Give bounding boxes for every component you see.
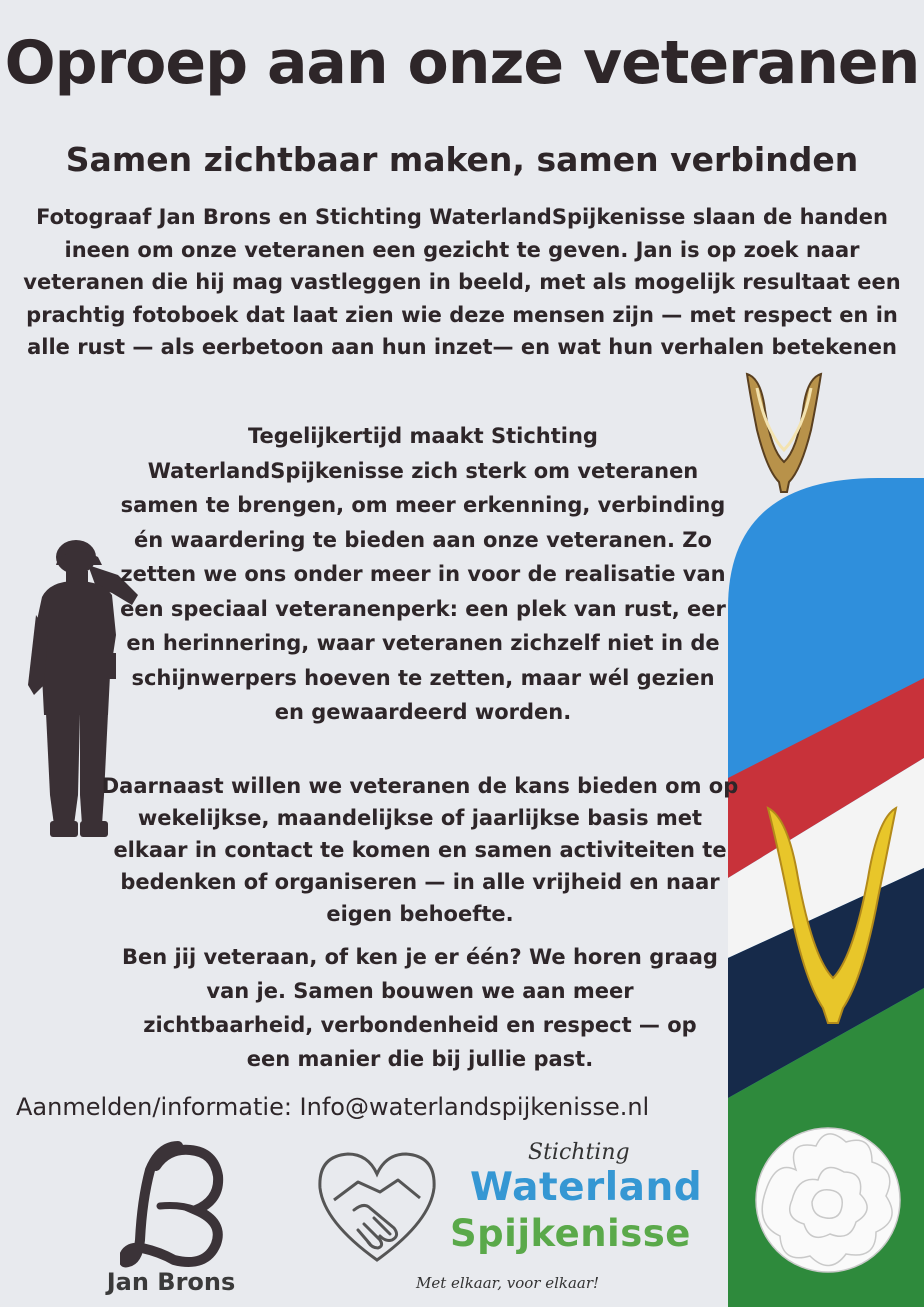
page-title: Oproep aan onze veteranen — [4, 28, 920, 98]
jan-brons-b-logo — [120, 1140, 230, 1270]
photographer-name: Jan Brons — [106, 1268, 236, 1296]
mission-paragraph: Tegelijkertijd maakt Stichting WaterlandSpijkenisse zich sterk om veteranen samen te brengen, om meer erkenning, verbinding én waardering te bieden aan onze veteranen. Zo zetten we ons onder meer in voor de realisatie van een speciaal veteranenperk: een plek van rust, eer en herinnering, waar veteranen zichzelf niet in de schijnwerpers hoeven te zetten, maar wél gezien en gewaardeerd worden. — [120, 424, 726, 724]
contact-line: Aanmelden/informatie: Info@waterlandspijkenisse.nl — [16, 1093, 650, 1121]
intro-paragraph: Fotograaf Jan Brons en Stichting WaterlandSpijkenisse slaan de handen ineen om onze veteranen een gezicht te geven. Jan is op zoek naar veteranen die hij mag vastleggen in beeld, met als mogelijk resultaat een prachtig fotoboek dat laat zien wie deze mensen zijn — met respect en in alle rust — als eerbetoon aan hun inzet— en wat hun verhalen betekenen — [23, 205, 901, 359]
veteran-v-pin-icon — [743, 370, 825, 495]
white-carnation-icon — [746, 1120, 911, 1280]
call-to-action-paragraph: Ben jij veteraan, of ken je er één? We horen graag van je. Samen bouwen we aan meer zichtbaarheid, verbondenheid en respect — op een manier die bij jullie past. — [122, 945, 718, 1071]
stichting-name-spijkenisse: Spijkenisse — [450, 1212, 691, 1255]
page-subtitle: Samen zichtbaar maken, samen verbinden — [65, 140, 859, 179]
stichting-label: Stichting — [528, 1140, 630, 1165]
stichting-tagline: Met elkaar, voor elkaar! — [416, 1274, 600, 1292]
heart-handshake-icon — [314, 1148, 440, 1266]
stichting-name-waterland: Waterland — [470, 1165, 703, 1210]
activities-paragraph: Daarnaast willen we veteranen de kans bieden om op wekelijkse, maandelijkse of jaarlijkse basis met elkaar in contact te komen en samen activiteiten te bedenken of organiseren — in alle vrijheid en naar eigen behoefte. — [101, 774, 739, 926]
